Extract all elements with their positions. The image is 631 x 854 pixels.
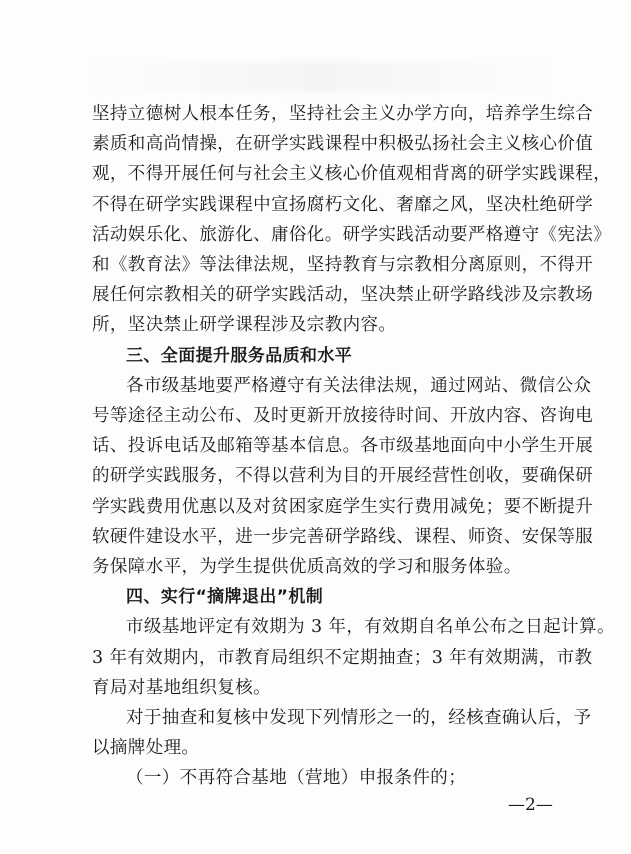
text-line: 的研学实践服务，不得以营利为目的开展经营性创收，要确保研	[92, 466, 594, 487]
text-line: 素质和高尚情操，在研学实践课程中积极弘扬社会主义核心价值	[92, 134, 594, 155]
text-line: 话、投诉电话及邮箱等基本信息。各市级基地面向中小学生开展	[92, 436, 594, 457]
text-line: 活动娱乐化、旅游化、庸俗化。研学实践活动要严格遵守《宪法》	[92, 224, 612, 245]
text-line: 软硬件建设水平，进一步完善研学路线、课程、师资、安保等服	[92, 526, 594, 547]
text-line: 育局对基地组织复核。	[92, 677, 271, 698]
text-line: 号等途径主动公布、及时更新开放接待时间、开放内容、咨询电	[92, 406, 594, 426]
text-line: 观，不得开展任何与社会主义核心价值观相背离的研学实践课程，	[92, 164, 612, 185]
text-line: 不得在研学实践课程中宣扬腐朽文化、奢靡之风，坚决杜绝研学	[92, 194, 594, 215]
section-heading-4: 四、实行“摘牌退出”机制	[126, 587, 324, 608]
page-number: —2—	[508, 795, 553, 815]
section-heading-3: 三、全面提升服务品质和水平	[126, 345, 353, 366]
text-line: 市级基地评定有效期为 3 年，有效期自名单公布之日起计算。	[126, 617, 615, 638]
text-line: 学实践费用优惠以及对贫困家庭学生实行费用减免；要不断提升	[92, 496, 594, 517]
text-line: 和《教育法》等法律法规，坚持教育与宗教相分离原则，不得开	[92, 255, 594, 275]
text-line: 3 年有效期内，市教育局组织不定期抽查；3 年有效期满，市教	[92, 647, 593, 668]
text-line: 坚持立德树人根本任务，坚持社会主义办学方向，培养学生综合	[92, 104, 594, 124]
text-line: 对于抽查和复核中发现下列情形之一的，经核查确认后，予	[126, 708, 592, 728]
text-line: 展任何宗教相关的研学实践活动，坚决禁止研学路线涉及宗教场	[92, 285, 594, 306]
text-line: 务保障水平，为学生提供优质高效的学习和服务体验。	[92, 557, 522, 577]
text-line: 各市级基地要严格遵守有关法律法规，通过网站、微信公众	[126, 375, 592, 396]
text-line: 以摘牌处理。	[92, 738, 200, 759]
bleed-through-shadow	[80, 62, 560, 92]
list-item: （一）不再符合基地（营地）申报条件的；	[126, 768, 467, 789]
text-line: 所，坚决禁止研学课程涉及宗教内容。	[92, 315, 397, 336]
